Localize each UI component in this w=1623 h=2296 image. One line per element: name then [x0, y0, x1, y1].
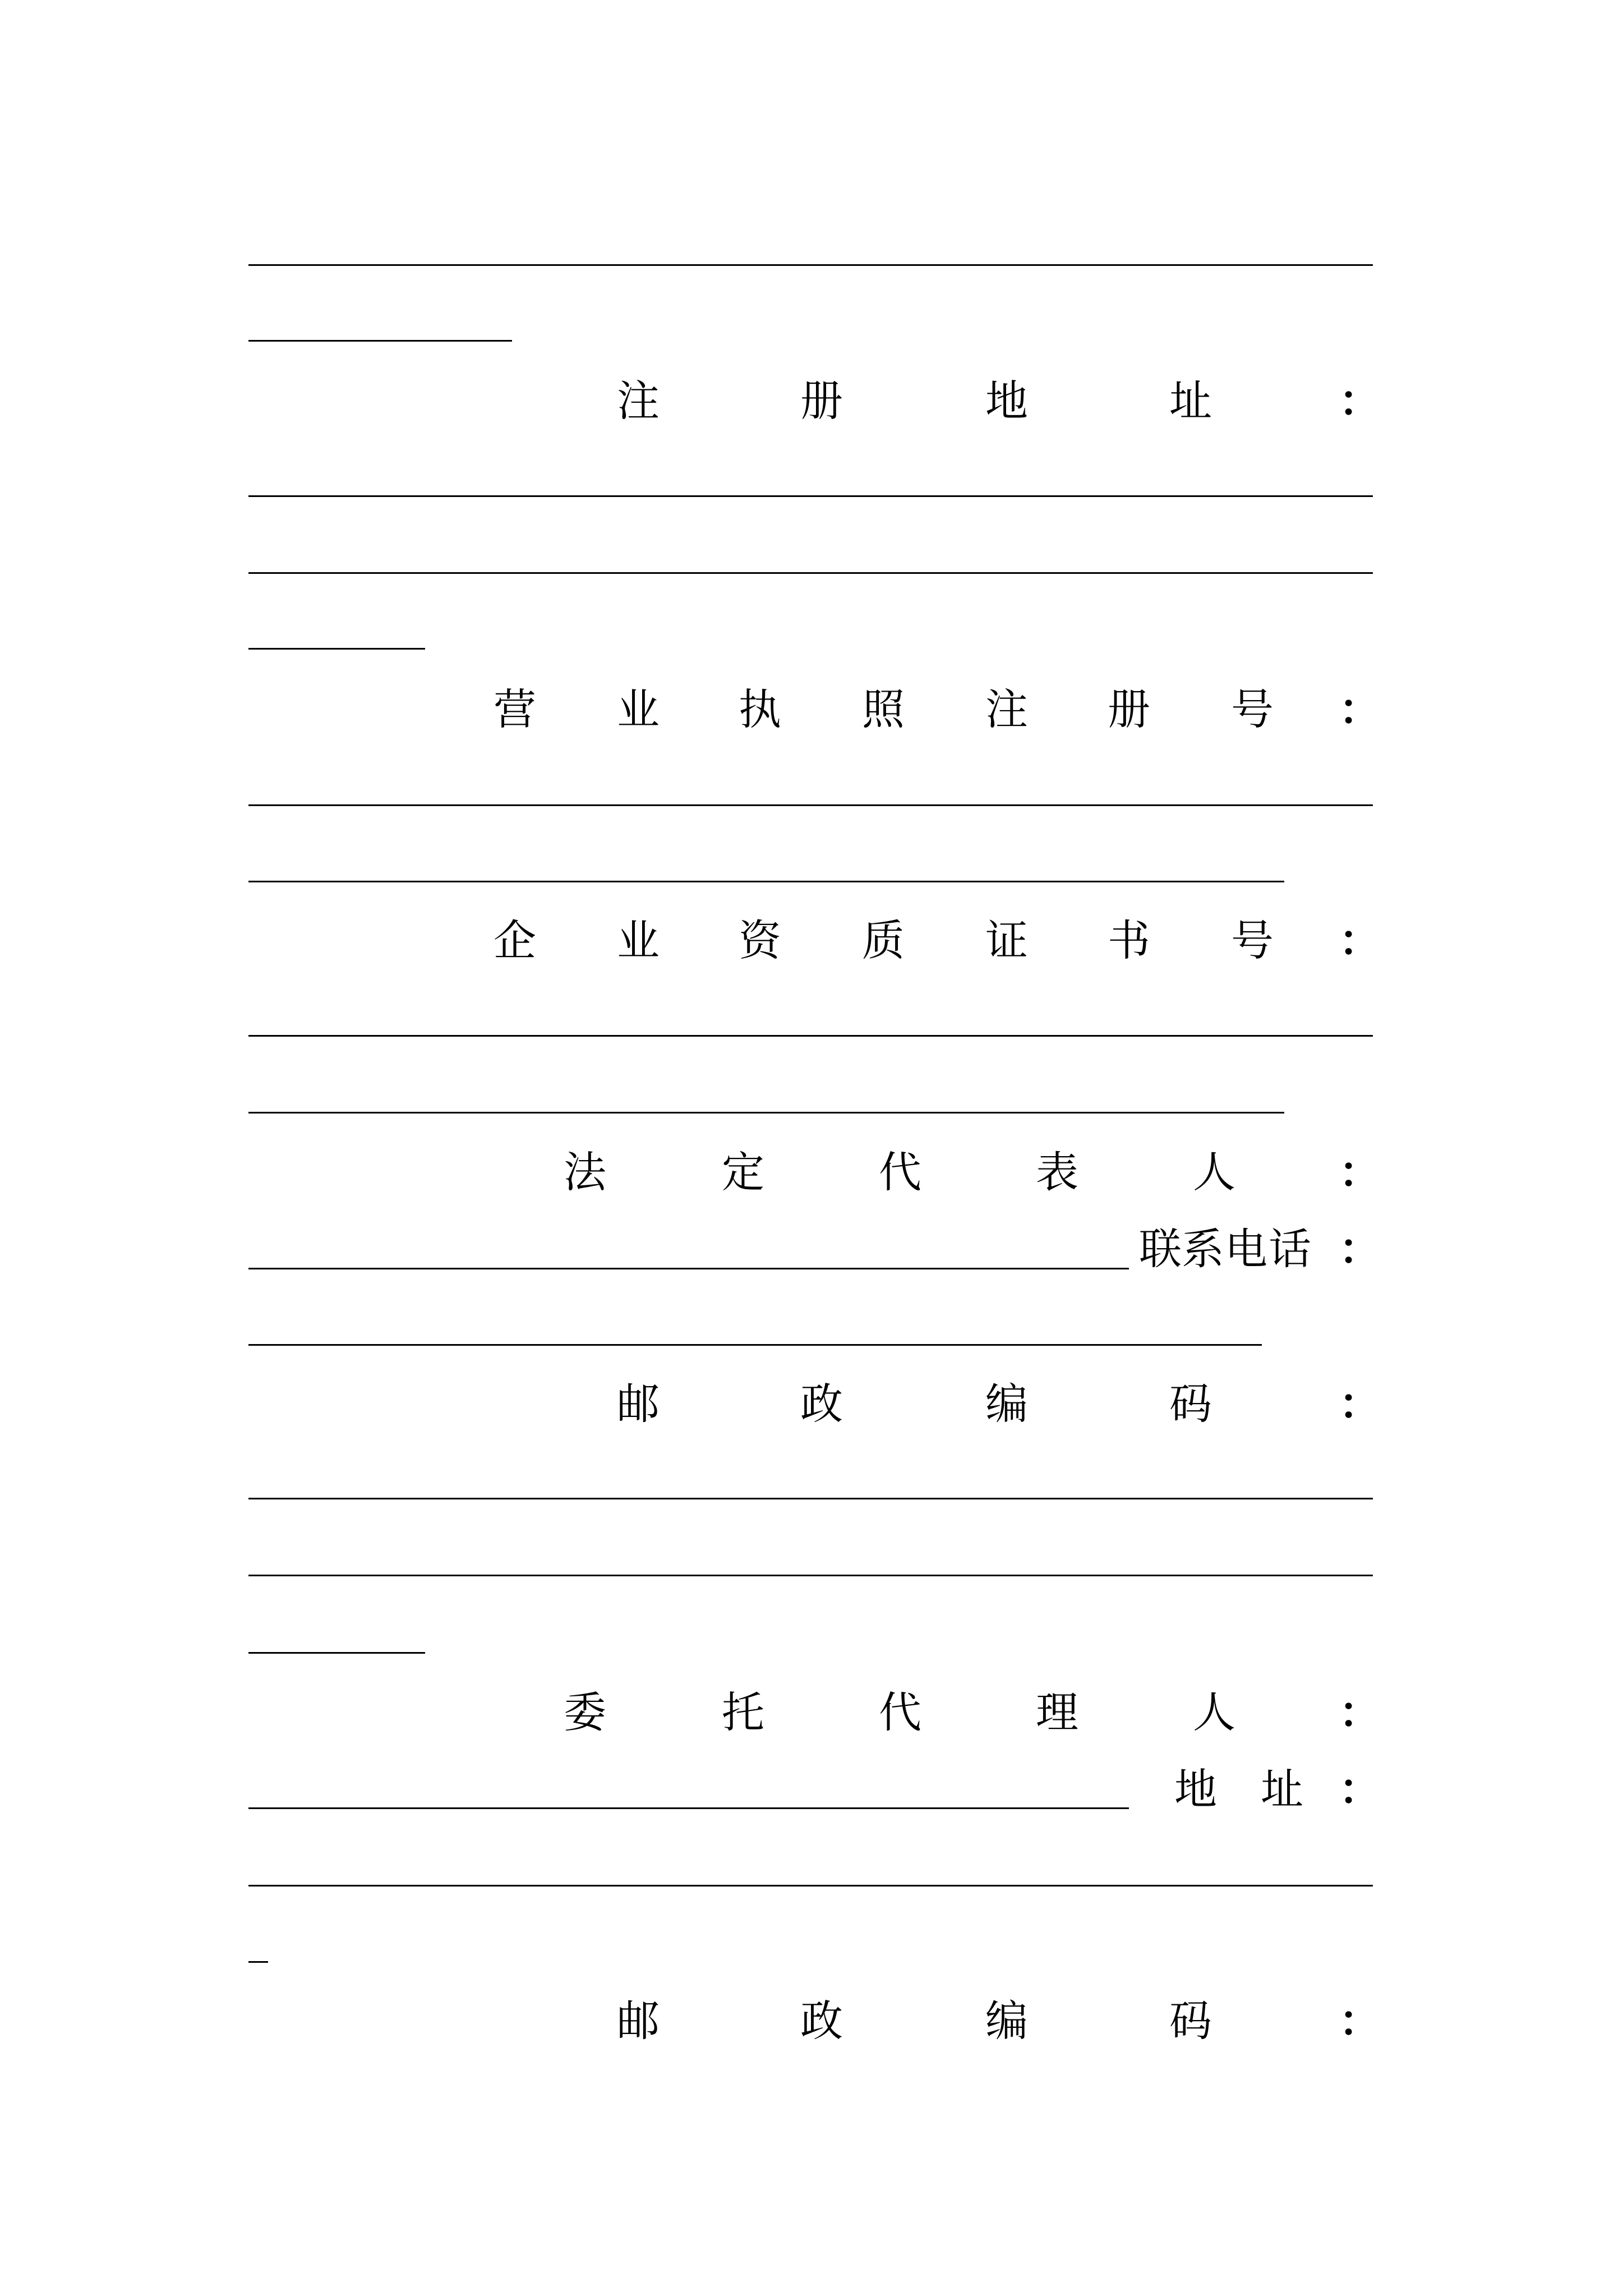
label-colon: ：	[1339, 1224, 1381, 1274]
legal-representative-label	[248, 1142, 1381, 1203]
label-char: 政	[800, 1379, 843, 1429]
label-char: 编	[985, 1379, 1028, 1429]
registered-address-input-line[interactable]	[248, 572, 1373, 574]
label-char: 邮	[617, 1379, 660, 1429]
label-char: 执	[739, 684, 781, 734]
label-char: 号	[1231, 684, 1274, 734]
label-colon: ：	[1339, 1687, 1381, 1737]
label-colon: ：	[1339, 1379, 1381, 1429]
label-char: 电	[1225, 1224, 1267, 1274]
label-char: 话	[1269, 1224, 1311, 1274]
label-char: 码	[1169, 1996, 1212, 2046]
postal-code-input-line[interactable]	[248, 1575, 1373, 1576]
label-char: 系	[1182, 1224, 1224, 1274]
qualification-cert-input-line[interactable]	[248, 1035, 1373, 1037]
label-char: 人	[1193, 1687, 1235, 1737]
label-char: 质	[862, 915, 905, 965]
business-license-label	[248, 679, 1381, 740]
label-colon: ：	[1339, 1147, 1381, 1197]
address-input-line[interactable]	[248, 1885, 1373, 1887]
label-char: 托	[722, 1687, 764, 1737]
registered-address-input-line[interactable]	[248, 495, 1373, 497]
label-char: 政	[800, 1996, 843, 2046]
label-char: 业	[617, 684, 660, 734]
label-char: 址	[1169, 376, 1212, 426]
contact-phone-label	[248, 1218, 1381, 1280]
label-colon: ：	[1339, 376, 1381, 426]
label-char: 业	[617, 915, 660, 965]
blank-line[interactable]	[248, 264, 1373, 266]
label-char: 书	[1108, 915, 1150, 965]
label-char: 地	[985, 376, 1028, 426]
label-char: 地	[1174, 1764, 1217, 1814]
label-colon: ：	[1339, 684, 1381, 734]
label-char: 人	[1193, 1147, 1235, 1197]
registered-address-label	[248, 370, 1381, 432]
label-char: 理	[1036, 1687, 1078, 1737]
postal-code-input-line[interactable]	[248, 1652, 425, 1654]
label-colon: ：	[1339, 1764, 1381, 1814]
label-char: 代	[879, 1687, 921, 1737]
label-char: 证	[985, 915, 1028, 965]
label-char: 注	[617, 376, 660, 426]
label-char: 照	[862, 684, 905, 734]
blank-line[interactable]	[248, 340, 512, 342]
postal-code-label	[248, 1990, 1381, 2052]
label-char: 联	[1139, 1224, 1182, 1274]
registered-address-input-line[interactable]	[248, 648, 425, 650]
authorized-agent-label	[248, 1682, 1381, 1743]
contact-phone-input-line[interactable]	[248, 1344, 1262, 1346]
label-char: 资	[739, 915, 781, 965]
postal-code-input-line[interactable]	[248, 1498, 1373, 1499]
label-char: 号	[1231, 915, 1274, 965]
label-char: 注	[985, 684, 1028, 734]
label-colon: ：	[1339, 1996, 1381, 2046]
label-char: 定	[722, 1147, 764, 1197]
postal-code-label	[248, 1373, 1381, 1435]
label-char: 址	[1261, 1764, 1303, 1814]
address-input-line[interactable]	[248, 1961, 268, 1963]
business-license-input-line[interactable]	[248, 881, 1284, 882]
label-char: 企	[494, 915, 536, 965]
label-colon: ：	[1339, 915, 1381, 965]
label-char: 编	[985, 1996, 1028, 2046]
label-char: 代	[879, 1147, 921, 1197]
business-license-input-line[interactable]	[248, 804, 1373, 806]
label-char: 法	[564, 1147, 606, 1197]
label-char: 表	[1036, 1147, 1078, 1197]
label-char: 册	[800, 376, 843, 426]
qualification-cert-label	[248, 910, 1381, 972]
address-label	[248, 1759, 1381, 1820]
label-char: 邮	[617, 1996, 660, 2046]
label-char: 册	[1108, 684, 1150, 734]
qualification-cert-input-line[interactable]	[248, 1112, 1284, 1114]
label-char: 营	[494, 684, 536, 734]
label-char: 码	[1169, 1379, 1212, 1429]
label-char: 委	[564, 1687, 606, 1737]
